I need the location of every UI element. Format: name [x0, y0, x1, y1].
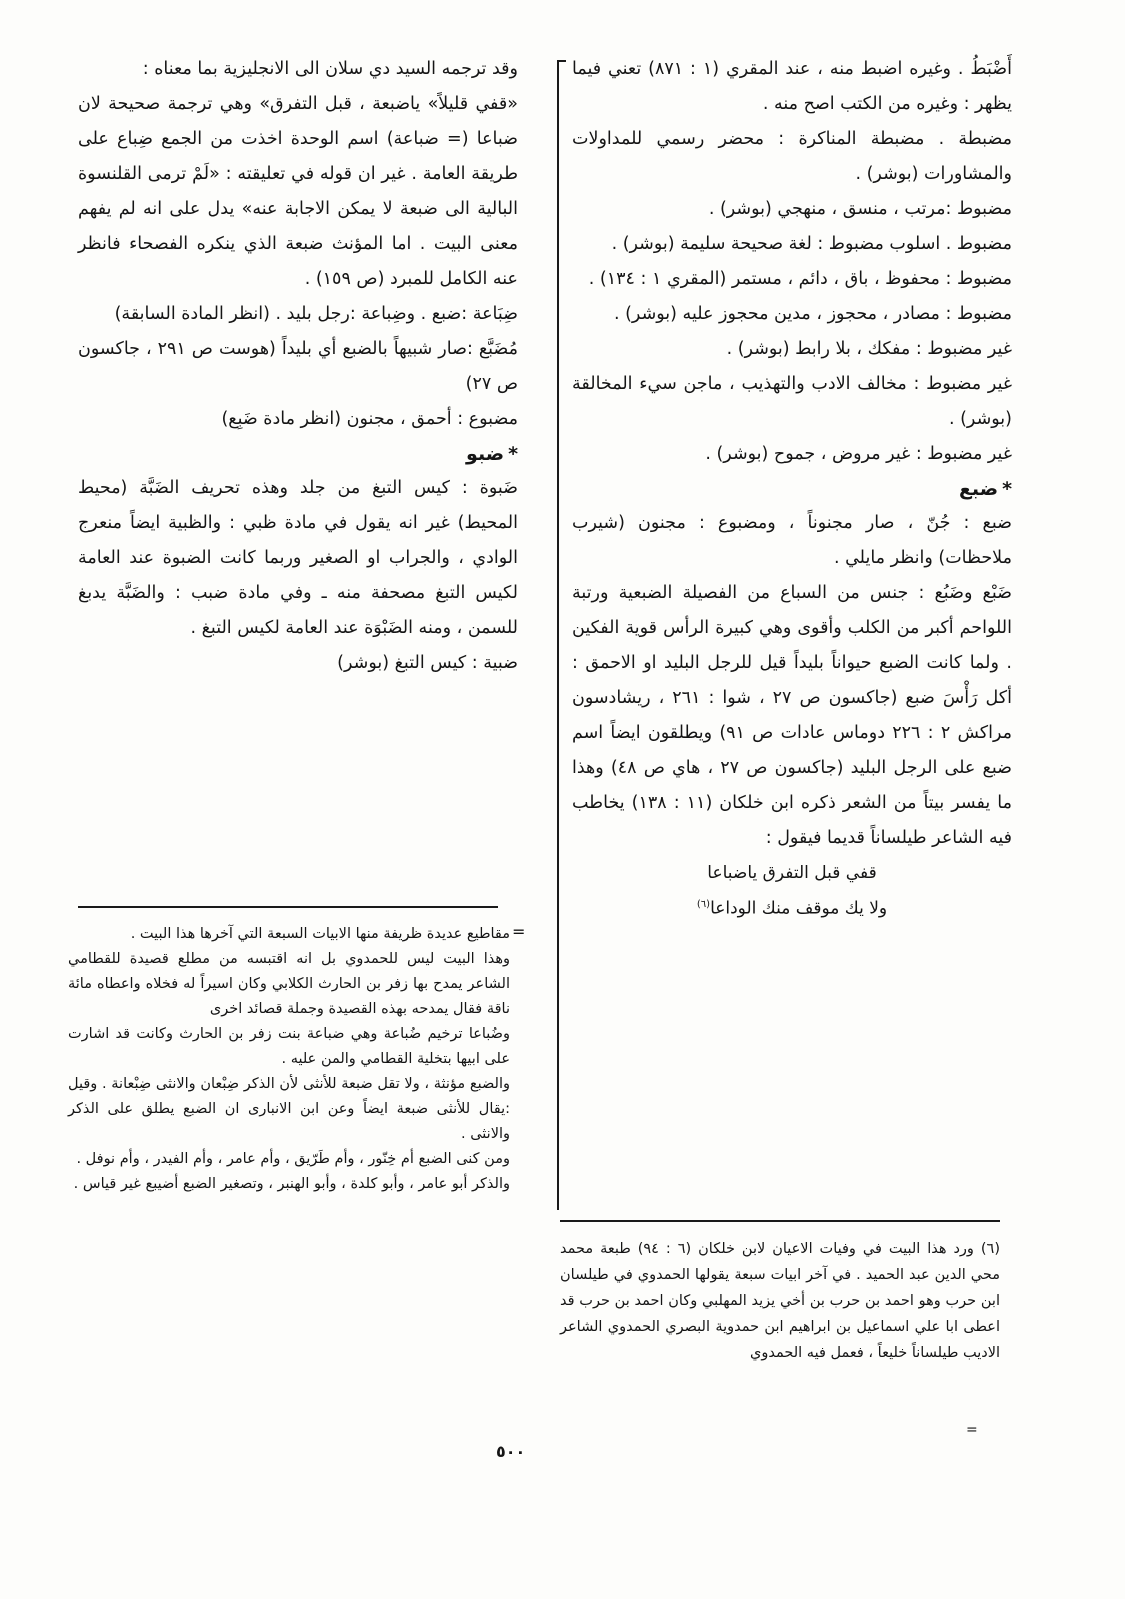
translation-commentary: «قفي قليلاً» ياضبعة ، قبل التفرق» وهي ترجمة صحيحة لان ضباعا (= ضباعة) اسم الوحدة اخذت من الجمع ضِباع على طريقة العامة . غير ان قوله في تعليقته : «لَمْ ترمى القلنسوة البالية الى ضبعة لا يمكن الاجابة عنه» يدل على انه لم يفهم معنى البيت . اما المؤنث ضبعة الذي ينكره الفصحاء فانظر عنه الكامل للمبرد (ص ١٥٩) .	[78, 94, 518, 289]
left-column	[78, 52, 518, 681]
page-number: ٥٠٠	[496, 1442, 526, 1461]
root-heading-word: ضبو	[466, 443, 505, 465]
column-divider	[557, 60, 559, 1210]
entry-madbuu: مضبوع : أحمق ، مجنون (انظر مادة ضَبِع)	[221, 409, 518, 429]
footnote-line: والذكر أبو عامر ، وأبو كلدة ، وأبو الهنبر ، وتصغير الضبع أضيبع غير قياس .	[73, 1176, 510, 1192]
footnote-line: ومن كنى الضبع أم خِنّور ، وأم طَرّيق ، وأم عامر ، وأم الفيدر ، وأم نوفل .	[76, 1151, 510, 1167]
continuation-mark: =	[966, 1422, 978, 1438]
entry-adbat: أَضْبَطُ . وغيره اضبط منه ، عند المقري (١ : ٨٧١) تعني فيما يظهر : وغيره من الكتب اصح منه .	[572, 59, 1012, 114]
footnote-ref-6: (٦)	[696, 899, 711, 910]
footnote-6: (٦) ورد هذا البيت في وفيات الاعيان لابن خلكان (٦ : ٩٤) طبعة محمد محي الدين عبد الحميد . في آخر ابيات سبعة يقولها الحمدوي في طيلسان ابن حرب وهو احمد بن حرب بن أخي يزيد المهلبي وكان احمد بن حرب قد اعطى ابا علي اسماعيل بن ابراهيم ابن حمدوية البصري الحمدوي الشاعر الاديب طيلساناً خليعاً ، فعمل فيه الحمدوي	[560, 1241, 1000, 1361]
right-column	[572, 52, 1012, 926]
verse-line-2	[572, 890, 1012, 924]
column-divider-cap	[557, 60, 566, 62]
verse-line-1: قفي قبل التفرق ياضباعا	[707, 863, 877, 883]
entry-dabya: ضبية : كيس التبغ (بوشر)	[337, 653, 518, 673]
entry-madbut-1: مضبوط :مرتب ، منسق ، منهجي (بوشر) .	[708, 199, 1012, 219]
entry-dabaa-noun: ضَبْع وضَبُع : جنس من السباع من الفصيلة الضبعية ورتبة اللواحم أكبر من الكلب وأقوى وهي كبيرة الرأس قوية الفكين . ولما كانت الضبع حيواناً بليداً قيل للرجل البليد او الاحمق : أكل رَأْسَ ضبع (جاكسون ص ٢٧ ، شوا : ٢٦١ ، ريشادسون مراكش ٢ : ٢٢٦ دوماس عادات ص ٩١) ويطلقون ايضاً اسم ضبع على الرجل البليد (جاكسون ص ٢٧ ، هاي ص ٤٨) وهذا ما يفسر بيتاً من الشعر ذكره ابن خلكان (١١ : ١٣٨) يخاطب فيه الشاعر طيلساناً قديما فيقول :	[572, 583, 1013, 848]
star-icon: *	[508, 443, 518, 465]
entry-dibaa: ضِبَاعة :ضبع . وضِباعة :رجل بليد . (انظر المادة السابقة)	[114, 304, 518, 324]
root-heading-dabaa	[572, 472, 1012, 506]
footnotes-right	[560, 1236, 1000, 1366]
star-icon: *	[1002, 478, 1012, 500]
entry-ghayr-madbut-3: غير مضبوط : غير مروض ، جموح (بوشر) .	[705, 444, 1012, 464]
footnote-rule-left	[78, 906, 498, 908]
entry-dabwa: ضَبوة : كيس التبغ من جلد وهذه تحريف الضَبَّة (محيط المحيط) غير انه يقول في مادة ظبي : والظبية ايضاً منعرج الوادي ، والجراب او الصغير وربما كانت الضبوة عند العامة لكيس التبغ مصحفة منه ـ وفي مادة ضبب : والضَبَّة يدبغ للسمن ، ومنه الضَبْوَة عند العامة لكيس التبغ .	[78, 478, 518, 638]
entry-madbata: مضبطة . مضبطة المناكرة : محضر رسمي للمداولات والمشاورات (بوشر) .	[572, 129, 1012, 184]
continuation-mark: =	[512, 922, 526, 941]
verse-line-2-text: ولا يك موقف منك الوداعا	[710, 898, 888, 919]
footnote-line: وهذا البيت ليس للحمدوي بل انه اقتبسه من مطلع قصيدة للقطامي الشاعر يمدح بها زفر بن الحارث الكلابي وكان اسيراً له فخلاه واعطاه مائة ناقة فقال يمدحه بهذه القصيدة وجملة قصائد اخرى	[68, 951, 510, 1017]
entry-madbut-3: مضبوط : محفوظ ، باق ، دائم ، مستمر (المقري ١ : ١٣٤) .	[588, 269, 1012, 289]
entry-ghayr-madbut-1: غير مضبوط : مفكك ، بلا رابط (بوشر) .	[726, 339, 1012, 359]
footnote-line: وضُباعا ترخيم ضُباعة وهي ضباعة بنت زفر بن الحارث وكانت قد اشارت على ابيها بتخلية القطامي والمن عليه .	[68, 1026, 510, 1067]
entry-mudabba: مُضَبَّع :صار شبيهاً بالضبع أي بليداً (هوست ص ٢٩١ ، جاكسون ص ٢٧)	[78, 339, 518, 394]
footnote-line: والضبع مؤنثة ، ولا تقل ضبعة للأنثى لأن الذكر ضِبْعان والانثى ضِبْعانة . وقيل :يقال للأنثى ضبعة ايضاً وعن ابن الانبارى ان الضبع يطلق على الذكر والانثى .	[68, 1076, 510, 1142]
footnotes-left	[68, 922, 510, 1197]
root-heading-dabw	[78, 437, 518, 471]
entry-ghayr-madbut-2: غير مضبوط : مخالف الادب والتهذيب ، ماجن سيء المخالقة (بوشر) .	[572, 374, 1012, 429]
root-heading-word: ضبع	[958, 478, 999, 500]
footnote-rule-right	[560, 1220, 1000, 1222]
entry-dabaa-verb: ضبع : جُنّ ، صار مجنوناً ، ومضبوع : مجنون (شيرب ملاحظات) وانظر مايلي .	[572, 513, 1012, 568]
entry-madbut-2: مضبوط . اسلوب مضبوط : لغة صحيحة سليمة (بوشر) .	[611, 234, 1012, 254]
translation-intro: وقد ترجمه السيد دي سلان الى الانجليزية بما معناه :	[142, 59, 518, 79]
footnote-line: مقاطيع عديدة ظريفة منها الابيات السبعة التي آخرها هذا البيت .	[130, 926, 510, 942]
entry-madbut-4: مضبوط : مصادر ، محجوز ، مدين محجوز عليه (بوشر) .	[613, 304, 1012, 324]
